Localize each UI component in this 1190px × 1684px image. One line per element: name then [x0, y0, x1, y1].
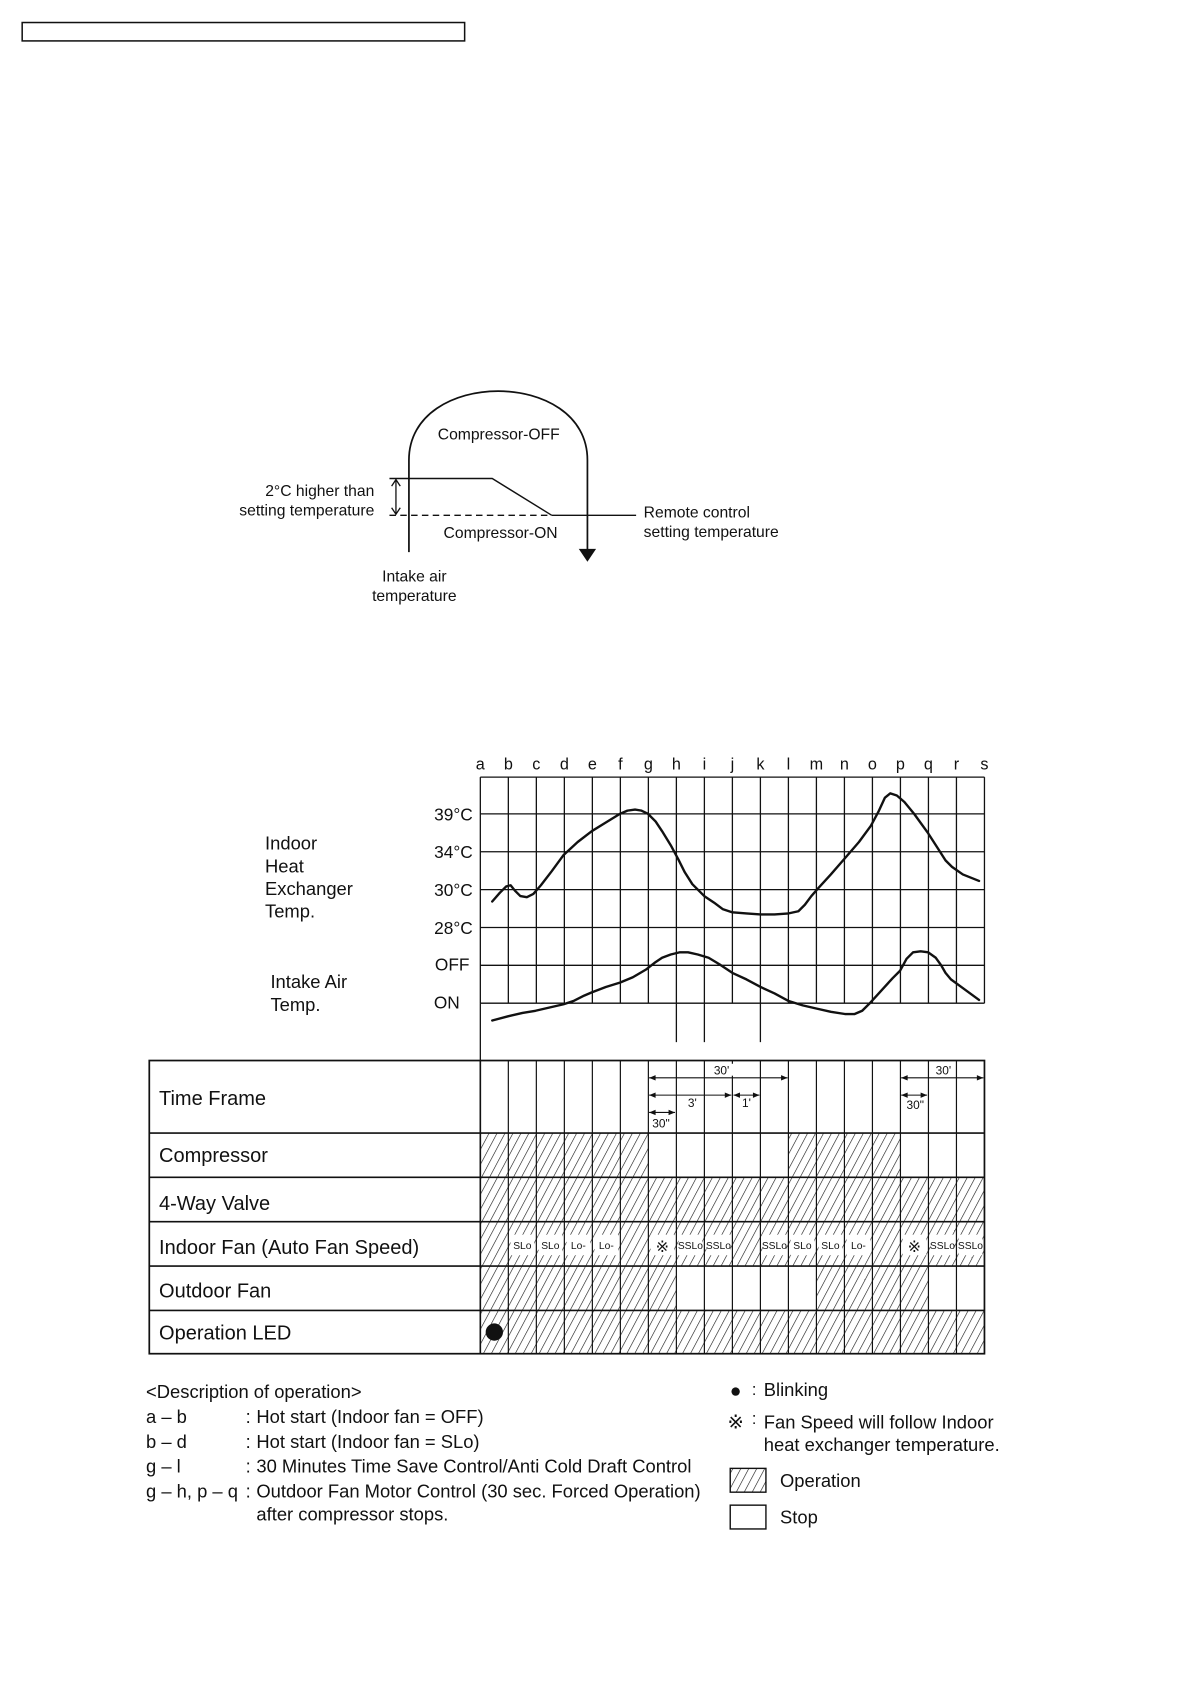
four-way-valve-operation-cell [788, 1177, 816, 1221]
indoor-fan-operation-cell [872, 1222, 900, 1266]
point-label-m: m [809, 755, 824, 774]
legend-fan-note-line2: heat exchanger temperature. [763, 1434, 1000, 1456]
time-label-g-l: 30' [713, 1063, 730, 1078]
remote-setting-label-line2: setting temperature [643, 523, 779, 541]
fan-speed-label: SSLo [957, 1240, 984, 1252]
outdoor-fan-operation-cell [844, 1266, 872, 1310]
fan-speed-label: SSLo [705, 1240, 731, 1252]
compressor-operation-cell [872, 1133, 900, 1177]
legend-separator: : [751, 1380, 757, 1399]
blinking-symbol-icon: ● [729, 1379, 742, 1402]
fan-speed-label: SLo [541, 1240, 560, 1252]
four-way-valve-operation-cell [508, 1177, 536, 1221]
compressor-operation-cell [788, 1133, 816, 1177]
fan-speed-label: SSLo [761, 1240, 787, 1252]
point-label-k: k [756, 755, 765, 774]
outdoor-fan-operation-cell [564, 1266, 592, 1310]
exchanger-label-line: Indoor [265, 832, 318, 854]
exchanger-label-line: Exchanger [265, 878, 353, 900]
level-label-28c: 28°C [434, 917, 473, 938]
indoor-fan-operation-cell [732, 1222, 760, 1266]
compressor-operation-cell [480, 1133, 508, 1177]
four-way-valve-operation-cell [620, 1177, 648, 1221]
row-label-operation-led: Operation LED [159, 1322, 292, 1345]
point-label-c: c [532, 755, 541, 774]
legend-blinking: Blinking [763, 1378, 829, 1400]
stop-swatch [730, 1505, 766, 1529]
operation-led-operation-cell [620, 1310, 648, 1353]
time-label-j-k: 1' [742, 1096, 751, 1111]
operation-led-operation-cell [816, 1310, 844, 1353]
legend-separator: : [751, 1410, 757, 1429]
point-label-s: s [980, 755, 989, 774]
outdoor-fan-operation-cell [592, 1266, 620, 1310]
description-separator: : [245, 1430, 251, 1452]
operation-led-operation-cell [956, 1310, 984, 1353]
operation-led-operation-cell [928, 1310, 956, 1353]
exchanger-label-line: Temp. [265, 900, 316, 922]
operation-led-operation-cell [760, 1310, 788, 1353]
point-label-p: p [895, 755, 905, 774]
compressor-operation-cell [620, 1133, 648, 1177]
four-way-valve-operation-cell [676, 1177, 704, 1221]
compressor-operation-cell [536, 1133, 564, 1177]
operation-led-marks [486, 1323, 503, 1340]
legend-stop: Stop [779, 1506, 818, 1528]
compressor-on-label: Compressor-ON [443, 525, 558, 543]
point-label-r: r [953, 755, 960, 774]
fan-speed-follow-icon: ※ [655, 1238, 670, 1257]
description-text: 30 Minutes Time Save Control/Anti Cold Draft Control [256, 1455, 692, 1477]
outdoor-fan-operation-cell [620, 1266, 648, 1310]
fan-speed-label: Lo- [851, 1240, 866, 1252]
level-label-34c: 34°C [434, 842, 473, 863]
operation-led-operation-cell [676, 1310, 704, 1353]
point-label-o: o [867, 755, 877, 774]
outdoor-fan-operation-cell [536, 1266, 564, 1310]
fan-speed-label: SLo [821, 1240, 840, 1252]
intake-label-line: Intake Air [270, 971, 348, 993]
operation-led-operation-cell [732, 1310, 760, 1353]
fan-speed-label: SSLo [677, 1240, 703, 1252]
fan-speed-label: Lo- [570, 1240, 586, 1252]
description-separator: : [245, 1455, 251, 1477]
description-range: a – b [146, 1405, 187, 1427]
four-way-valve-operation-cell [872, 1177, 900, 1221]
fan-speed-follow-icon: ※ [907, 1238, 922, 1257]
description-range: g – h, p – q [146, 1480, 238, 1502]
point-label-f: f [618, 755, 623, 774]
intake-air-label-line2: temperature [372, 587, 457, 605]
fan-speed-label: SSLo [929, 1240, 956, 1252]
operation-led-operation-cell [704, 1310, 732, 1353]
description-text: Hot start (Indoor fan = OFF) [256, 1405, 484, 1427]
four-way-valve-operation-cell [480, 1177, 508, 1221]
upper-threshold-label-line1: 2°C higher than [265, 482, 375, 500]
point-label-l: l [786, 755, 791, 774]
four-way-valve-operation-cell [900, 1177, 928, 1221]
operation-led-operation-cell [536, 1310, 564, 1353]
point-label-n: n [839, 755, 849, 774]
fan-speed-label: Lo- [598, 1240, 614, 1252]
operation-led-operation-cell [900, 1310, 928, 1353]
row-label-time-frame: Time Frame [159, 1087, 267, 1110]
fan-speed-symbol-icon: ※ [727, 1411, 744, 1434]
operation-led-operation-cell [592, 1310, 620, 1353]
four-way-valve-operation-cell [844, 1177, 872, 1221]
compressor-operation-cell [844, 1133, 872, 1177]
outdoor-fan-operation-cell [872, 1266, 900, 1310]
row-label-indoor-fan: Indoor Fan (Auto Fan Speed) [159, 1237, 420, 1260]
time-label-g-j: 3' [687, 1096, 697, 1111]
time-label-p-q: 30" [906, 1098, 924, 1113]
intake-label-line: Temp. [270, 993, 321, 1015]
level-label-39c: 39°C [434, 804, 473, 825]
description-text: Hot start (Indoor fan = SLo) [256, 1430, 480, 1452]
outdoor-fan-operation-cell [648, 1266, 676, 1310]
upper-threshold-label-line2: setting temperature [239, 502, 375, 520]
description-separator: : [245, 1405, 251, 1427]
level-label-on: ON [433, 992, 460, 1013]
outdoor-fan-operation-cell [816, 1266, 844, 1310]
row-label-outdoor-fan: Outdoor Fan [159, 1280, 272, 1303]
intake-air-label-line1: Intake air [382, 568, 447, 586]
operation-led-operation-cell [648, 1310, 676, 1353]
compressor-operation-cell [564, 1133, 592, 1177]
row-label-compressor: Compressor [159, 1145, 268, 1168]
operation-led-operation-cell [508, 1310, 536, 1353]
description-range: g – l [146, 1455, 181, 1477]
operation-led-operation-cell [844, 1310, 872, 1353]
description-title: <Description of operation> [146, 1381, 362, 1403]
four-way-valve-operation-cell [564, 1177, 592, 1221]
point-label-a: a [475, 755, 485, 774]
point-label-i: i [702, 755, 707, 774]
remote-setting-label-line1: Remote control [643, 504, 750, 522]
compressor-off-label: Compressor-OFF [437, 426, 560, 444]
operation-led-operation-cell [564, 1310, 592, 1353]
time-label-g-h: 30" [652, 1116, 670, 1131]
row-label-four-way-valve: 4-Way Valve [159, 1192, 271, 1215]
description-text: after compressor stops. [256, 1503, 449, 1525]
point-label-b: b [503, 755, 513, 774]
outdoor-fan-operation-cell [480, 1266, 508, 1310]
four-way-valve-operation-cell [536, 1177, 564, 1221]
point-label-h: h [671, 755, 681, 774]
operation-swatch [730, 1468, 766, 1492]
time-label-p-s: 30' [935, 1063, 952, 1078]
legend-operation: Operation [779, 1469, 861, 1491]
compressor-operation-cell [508, 1133, 536, 1177]
operation-led-operation-cell [872, 1310, 900, 1353]
description-text: Outdoor Fan Motor Control (30 sec. Forced Operation) [256, 1480, 701, 1502]
four-way-valve-operation-cell [760, 1177, 788, 1221]
four-way-valve-operation-cell [928, 1177, 956, 1221]
fan-speed-label: SLo [793, 1240, 812, 1252]
point-label-e: e [587, 755, 597, 774]
indoor-fan-operation-cell [620, 1222, 648, 1266]
legend-fan-note-line1: Fan Speed will follow Indoor [763, 1411, 994, 1433]
exchanger-label-line: Heat [265, 855, 304, 877]
description-separator: : [245, 1480, 251, 1502]
indoor-fan-operation-cell [480, 1222, 508, 1266]
compressor-operation-cell [592, 1133, 620, 1177]
operation-led-operation-cell [788, 1310, 816, 1353]
point-label-g: g [643, 755, 653, 774]
point-label-j: j [730, 755, 735, 774]
outdoor-fan-operation-cell [900, 1266, 928, 1310]
four-way-valve-operation-cell [704, 1177, 732, 1221]
fan-speed-label: SLo [513, 1240, 532, 1252]
level-label-off: OFF [434, 954, 470, 975]
four-way-valve-operation-cell [592, 1177, 620, 1221]
four-way-valve-operation-cell [816, 1177, 844, 1221]
point-label-q: q [923, 755, 933, 774]
outdoor-fan-operation-cell [508, 1266, 536, 1310]
compressor-operation-cell [816, 1133, 844, 1177]
four-way-valve-operation-cell [648, 1177, 676, 1221]
blinking-dot-icon [486, 1323, 503, 1340]
level-label-30c: 30°C [434, 880, 473, 901]
description-range: b – d [146, 1430, 187, 1452]
point-label-d: d [559, 755, 569, 774]
four-way-valve-operation-cell [732, 1177, 760, 1221]
four-way-valve-operation-cell [956, 1177, 984, 1221]
